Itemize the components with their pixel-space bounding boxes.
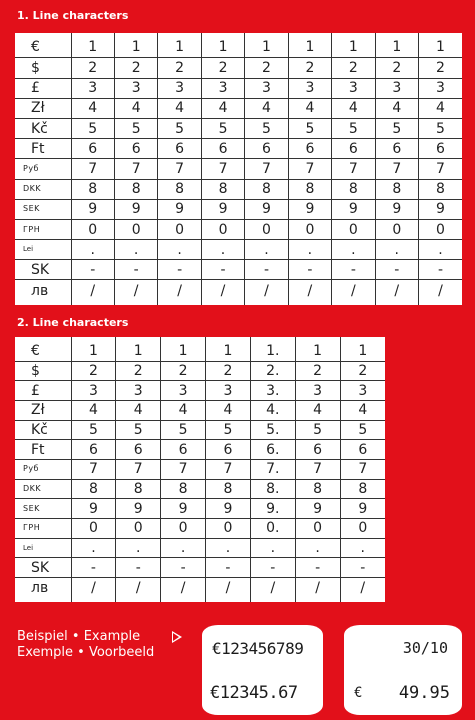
currency-symbol: Руб [15, 460, 71, 480]
character-cell: 5 [71, 420, 116, 440]
character-cell: 7 [206, 460, 251, 480]
character-cell: 5 [206, 420, 251, 440]
character-cell: 3 [206, 381, 251, 401]
character-cell: 1 [158, 33, 201, 58]
section-1-title: 1. Line characters [17, 9, 129, 22]
character-cell: 1 [206, 337, 251, 361]
character-cell: 4 [158, 98, 201, 118]
character-cell: . [340, 538, 385, 558]
character-cell: 2 [245, 58, 288, 78]
character-cell: - [245, 260, 288, 280]
character-cell: 6 [116, 440, 161, 460]
character-cell: . [295, 538, 340, 558]
character-cell: 8 [206, 479, 251, 499]
character-cell: / [206, 578, 251, 602]
character-cell: 4 [332, 98, 375, 118]
table-row [15, 139, 462, 159]
character-cell: 6 [158, 139, 201, 159]
character-cell: 2 [340, 361, 385, 381]
character-cell: 0 [288, 219, 331, 239]
character-cell: 0 [158, 219, 201, 239]
character-cell: 6. [250, 440, 295, 460]
character-cell: 0 [161, 519, 206, 539]
character-cell: 0 [419, 219, 463, 239]
character-cell: 7 [71, 460, 116, 480]
character-cell: 4 [161, 401, 206, 421]
character-cell: . [332, 240, 375, 260]
character-cell: 1 [245, 33, 288, 58]
character-cell: / [116, 578, 161, 602]
character-cell: 5 [71, 118, 114, 138]
character-cell: 7. [250, 460, 295, 480]
table-row [15, 219, 462, 239]
character-cell: . [206, 538, 251, 558]
character-cell: 3 [245, 78, 288, 98]
character-cell: 7 [295, 460, 340, 480]
table-row [15, 159, 462, 179]
label-2-currency: € [354, 685, 363, 701]
example-caption-line-2: Exemple • Voorbeeld [17, 645, 155, 660]
currency-symbol: SK [15, 260, 71, 280]
character-cell: 4 [206, 401, 251, 421]
character-cell: 5 [340, 420, 385, 440]
character-cell: 4 [114, 98, 157, 118]
character-cell: 4 [295, 401, 340, 421]
currency-symbol: Kč [15, 118, 71, 138]
character-cell: / [201, 280, 244, 305]
currency-symbol: Руб [15, 159, 71, 179]
table-row [15, 479, 385, 499]
table-row [15, 179, 462, 199]
character-cell: 5 [114, 118, 157, 138]
character-cell: 0 [332, 219, 375, 239]
character-cell: 0 [206, 519, 251, 539]
table-row [15, 260, 462, 280]
character-cell: 4 [201, 98, 244, 118]
character-cell: 3 [116, 381, 161, 401]
currency-symbol: Ft [15, 440, 71, 460]
character-cell: 8 [114, 179, 157, 199]
table-row [15, 558, 385, 578]
character-cell: 1. [250, 337, 295, 361]
character-cell: 0 [116, 519, 161, 539]
character-cell: 1 [71, 337, 116, 361]
character-cell: 9 [375, 199, 418, 219]
character-cell: 6 [71, 440, 116, 460]
character-cell: 1 [375, 33, 418, 58]
character-cell: 3 [288, 78, 331, 98]
character-cell: 2 [201, 58, 244, 78]
character-cell: 6 [295, 440, 340, 460]
character-cell: . [116, 538, 161, 558]
table-row [15, 58, 462, 78]
label-2-price: 49.95 [398, 683, 450, 703]
character-cell: 3 [71, 78, 114, 98]
currency-symbol: Zł [15, 401, 71, 421]
character-cell: 7 [245, 159, 288, 179]
character-cell: / [114, 280, 157, 305]
character-cell: 5 [419, 118, 463, 138]
character-cell: - [288, 260, 331, 280]
character-cell: / [245, 280, 288, 305]
character-cell: 7 [340, 460, 385, 480]
currency-symbol: SEK [15, 499, 71, 519]
character-cell: 3 [295, 381, 340, 401]
character-cell: 6 [332, 139, 375, 159]
character-cell: 2 [71, 361, 116, 381]
character-cell: 8 [288, 179, 331, 199]
character-cell: . [419, 240, 463, 260]
character-cell: 5 [245, 118, 288, 138]
character-cell: 6 [206, 440, 251, 460]
character-cell: 9 [206, 499, 251, 519]
character-cell: 2 [375, 58, 418, 78]
character-cell: 4 [419, 98, 463, 118]
table-row [15, 460, 385, 480]
character-cell: . [114, 240, 157, 260]
example-caption-line-1: Beispiel • Example [17, 629, 141, 644]
character-cell: 6 [71, 139, 114, 159]
table-row [15, 361, 385, 381]
currency-symbol: Ft [15, 139, 71, 159]
character-cell: 7 [71, 159, 114, 179]
table-row [15, 420, 385, 440]
character-cell: / [161, 578, 206, 602]
character-cell: 7 [375, 159, 418, 179]
character-cell: 7 [158, 159, 201, 179]
currency-symbol: ГРН [15, 519, 71, 539]
table-row [15, 538, 385, 558]
character-cell: 7 [201, 159, 244, 179]
character-cell: 0 [295, 519, 340, 539]
character-cell: 1 [201, 33, 244, 58]
character-cell: 2 [116, 361, 161, 381]
character-cell: 3 [114, 78, 157, 98]
currency-symbol: DKK [15, 179, 71, 199]
table-row [15, 118, 462, 138]
character-cell: - [114, 260, 157, 280]
character-cell: 2 [206, 361, 251, 381]
character-cell: 2 [161, 361, 206, 381]
character-cell: . [288, 240, 331, 260]
character-cell: 8 [245, 179, 288, 199]
character-cell: 0 [71, 519, 116, 539]
character-cell: 9 [201, 199, 244, 219]
character-cell: 7 [161, 460, 206, 480]
currency-symbol: SK [15, 558, 71, 578]
character-cell: 7 [288, 159, 331, 179]
character-cell: 6 [375, 139, 418, 159]
character-cell: 4. [250, 401, 295, 421]
character-cell: 3 [375, 78, 418, 98]
character-cell: 3 [340, 381, 385, 401]
table-row [15, 280, 462, 305]
line-1-character-table [15, 33, 462, 305]
currency-symbol: Zł [15, 98, 71, 118]
table-row [15, 381, 385, 401]
character-cell: - [206, 558, 251, 578]
character-cell: 1 [114, 33, 157, 58]
character-cell: - [158, 260, 201, 280]
currency-symbol: лв [31, 282, 49, 299]
play-triangle-icon [172, 631, 182, 643]
character-cell: 7 [116, 460, 161, 480]
currency-symbol: Lei [15, 538, 71, 558]
character-cell: . [245, 240, 288, 260]
character-cell: 3. [250, 381, 295, 401]
character-cell: 5 [201, 118, 244, 138]
currency-symbol: SEK [15, 199, 71, 219]
character-cell: 1 [332, 33, 375, 58]
character-cell: 1 [419, 33, 463, 58]
character-cell: 9 [114, 199, 157, 219]
character-cell: 9 [332, 199, 375, 219]
character-cell: 9 [116, 499, 161, 519]
character-cell: 9. [250, 499, 295, 519]
character-cell: 8 [116, 479, 161, 499]
table-row [15, 78, 462, 98]
character-cell: 4 [71, 401, 116, 421]
character-cell: 9 [288, 199, 331, 219]
currency-symbol: £ [15, 78, 71, 98]
character-cell: 4 [245, 98, 288, 118]
currency-symbol: Kč [15, 420, 71, 440]
character-cell: 3 [201, 78, 244, 98]
character-cell: 2 [71, 58, 114, 78]
character-cell: 2 [114, 58, 157, 78]
character-cell: 8 [71, 179, 114, 199]
table-row [15, 401, 385, 421]
line-2-character-table [15, 337, 385, 602]
character-cell: . [71, 240, 114, 260]
character-cell: . [201, 240, 244, 260]
character-cell: 1 [71, 33, 114, 58]
currency-symbol: Lei [15, 240, 71, 260]
character-cell: . [71, 538, 116, 558]
character-cell: 2 [158, 58, 201, 78]
character-cell: 5 [295, 420, 340, 440]
label-1-line-2: €12345.67 [210, 683, 298, 703]
character-cell: - [250, 558, 295, 578]
table-row [15, 499, 385, 519]
table-row [15, 337, 385, 361]
character-cell: 4 [375, 98, 418, 118]
character-cell: 8 [201, 179, 244, 199]
character-cell: 8 [375, 179, 418, 199]
character-cell: 1 [340, 337, 385, 361]
character-cell: 9 [340, 499, 385, 519]
character-cell: 3 [158, 78, 201, 98]
table-row [15, 519, 385, 539]
character-cell: . [375, 240, 418, 260]
character-cell: 0 [340, 519, 385, 539]
table-row [15, 240, 462, 260]
character-cell: 4 [116, 401, 161, 421]
character-cell: / [340, 578, 385, 602]
character-cell: 3 [419, 78, 463, 98]
character-cell: 7 [114, 159, 157, 179]
character-cell: - [201, 260, 244, 280]
section-2-title: 2. Line characters [17, 316, 129, 329]
currency-symbol: DKK [15, 479, 71, 499]
example-label-2 [344, 625, 462, 715]
character-cell: - [71, 558, 116, 578]
character-cell: . [250, 538, 295, 558]
character-cell: - [295, 558, 340, 578]
character-cell: 5 [116, 420, 161, 440]
character-cell: - [161, 558, 206, 578]
table-row [15, 199, 462, 219]
character-cell: 6 [288, 139, 331, 159]
label-1-line-1: €123456789 [212, 639, 304, 658]
label-2-line-1: 30/10 [402, 639, 448, 657]
character-cell: 0 [71, 219, 114, 239]
character-cell: / [250, 578, 295, 602]
character-cell: 8 [332, 179, 375, 199]
character-cell: 7 [332, 159, 375, 179]
table-row [15, 98, 462, 118]
example-caption [17, 629, 154, 661]
character-cell: . [161, 538, 206, 558]
character-cell: 2. [250, 361, 295, 381]
table-row [15, 440, 385, 460]
character-cell: / [295, 578, 340, 602]
character-cell: . [158, 240, 201, 260]
character-cell: 1 [116, 337, 161, 361]
character-cell: 9 [245, 199, 288, 219]
character-cell: 4 [71, 98, 114, 118]
character-cell: 2 [332, 58, 375, 78]
character-cell: 8 [295, 479, 340, 499]
character-cell: 5 [161, 420, 206, 440]
character-cell: 9 [161, 499, 206, 519]
character-cell: 6 [201, 139, 244, 159]
character-cell: 9 [71, 199, 114, 219]
character-cell: 6 [340, 440, 385, 460]
character-cell: 3 [332, 78, 375, 98]
character-cell: 6 [245, 139, 288, 159]
character-cell: 0 [201, 219, 244, 239]
character-cell: - [340, 558, 385, 578]
currency-symbol: £ [15, 381, 71, 401]
character-cell: 5 [288, 118, 331, 138]
character-cell: 5 [158, 118, 201, 138]
character-cell: 8. [250, 479, 295, 499]
character-cell: 5 [332, 118, 375, 138]
character-cell: 0 [245, 219, 288, 239]
character-cell: 8 [71, 479, 116, 499]
character-cell: 6 [114, 139, 157, 159]
character-cell: 8 [161, 479, 206, 499]
character-cell: 6 [419, 139, 463, 159]
character-cell: - [116, 558, 161, 578]
character-cell: 5 [375, 118, 418, 138]
character-cell: / [71, 578, 116, 602]
character-cell: 8 [158, 179, 201, 199]
character-cell: - [419, 260, 463, 280]
character-cell: 3 [161, 381, 206, 401]
character-cell: 2 [295, 361, 340, 381]
character-cell: - [71, 260, 114, 280]
character-cell: 1 [161, 337, 206, 361]
character-cell: 7 [419, 159, 463, 179]
character-cell: 8 [340, 479, 385, 499]
character-cell: 9 [295, 499, 340, 519]
currency-symbol: ГРН [15, 219, 71, 239]
character-cell: 1 [288, 33, 331, 58]
currency-symbol: $ [15, 361, 71, 381]
character-cell: 0. [250, 519, 295, 539]
character-cell: 4 [288, 98, 331, 118]
character-cell: 2 [288, 58, 331, 78]
example-label-1 [202, 625, 323, 715]
currency-symbol: € [15, 337, 71, 361]
currency-symbol: € [15, 33, 71, 58]
character-cell: 3 [71, 381, 116, 401]
character-cell: 1 [295, 337, 340, 361]
currency-symbol: лв [31, 580, 49, 597]
currency-symbol: $ [15, 58, 71, 78]
character-cell: 9 [158, 199, 201, 219]
character-cell: / [419, 280, 463, 305]
character-cell: 0 [375, 219, 418, 239]
character-cell: 8 [419, 179, 463, 199]
character-cell: 9 [419, 199, 463, 219]
character-cell: - [332, 260, 375, 280]
character-cell: 0 [114, 219, 157, 239]
character-cell: / [71, 280, 114, 305]
character-cell: 4 [340, 401, 385, 421]
character-cell: / [158, 280, 201, 305]
character-cell: - [375, 260, 418, 280]
character-cell: 9 [71, 499, 116, 519]
table-row [15, 578, 385, 602]
character-cell: 2 [419, 58, 463, 78]
table-row [15, 33, 462, 58]
character-cell: / [288, 280, 331, 305]
character-cell: 6 [161, 440, 206, 460]
character-cell: / [332, 280, 375, 305]
character-cell: / [375, 280, 418, 305]
character-cell: 5. [250, 420, 295, 440]
